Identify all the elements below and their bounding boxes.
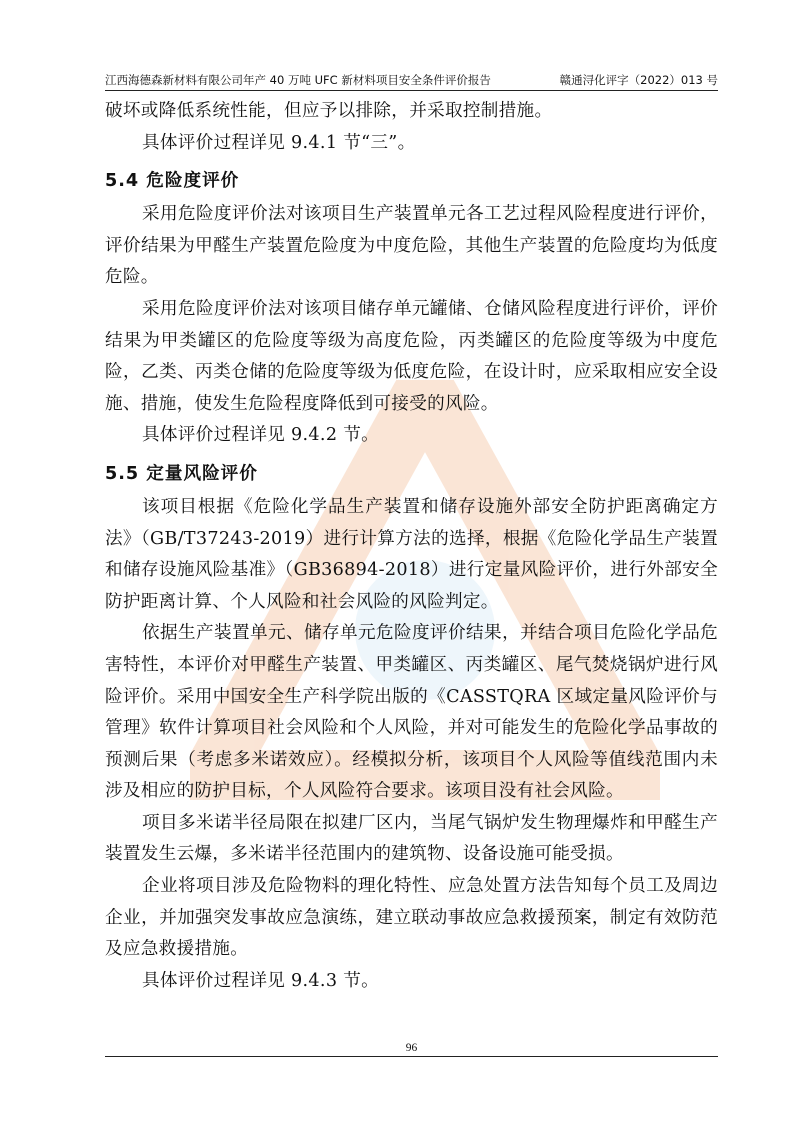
- paragraph-continuation: 破坏或降低系统性能，但应予以排除，并采取控制措施。: [105, 101, 553, 121]
- paragraph-risk-assessment: 依据生产装置单元、储存单元危险度评价结果，并结合项目危险化学品危害特性，本评价对甲醛生产装置、甲类罐区、丙类罐区、尾气焚烧锅炉进行风险评价。采用中国安全生产科学院出版的《CASSTQRA 区域定量风险评价与管理》软件计算项目社会风险和个人风险，并对可能发生的危险化学品事故的预测后果（考虑多米诺效应）。经模拟分析，该项目个人风险等值线范围内未涉及相应的防护目标，个人风险符合要求。该项目没有社会风险。: [105, 623, 718, 802]
- header-report-title: 江西海德森新材料有限公司年产 40 万吨 UFC 新材料项目安全条件评价报告: [105, 73, 491, 87]
- paragraph-production-risk: 采用危险度评价法对该项目生产装置单元各工艺过程风险程度进行评价，评价结果为甲醛生产装置危险度为中度危险，其他生产装置的危险度均为低度危险。: [105, 204, 718, 288]
- section-heading-5-4: 5.4 危险度评价: [105, 171, 240, 192]
- running-header: [105, 66, 718, 91]
- section-heading-5-5: 5.5 定量风险评价: [105, 463, 258, 484]
- paragraph-reference-941: 具体评价过程详见 9.4.1 节“三”。: [142, 132, 416, 153]
- header-report-number: 赣通浔化评字（2022）013 号: [559, 73, 718, 87]
- paragraph-reference-942: 具体评价过程详见 9.4.2 节。: [142, 425, 379, 446]
- paragraph-standards: 该项目根据《危险化学品生产装置和储存设施外部安全防护距离确定方法》（GB/T37243-2019）进行计算方法的选择，根据《危险化学品生产装置和储存设施风险基准》（GB36894-2018）进行定量风险评价，进行外部安全防护距离计算、个人风险和社会风险的风险判定。: [105, 496, 718, 612]
- document-body: [105, 96, 718, 997]
- paragraph-storage-risk: 采用危险度评价法对该项目储存单元罐储、仓储风险程度进行评价，评价结果为甲类罐区的危险度等级为高度危险，丙类罐区的危险度等级为中度危险，乙类、丙类仓储的危险度等级为低度危险，在设计时，应采取相应安全设施、措施，使发生危险程度降低到可接受的风险。: [105, 298, 718, 414]
- paragraph-emergency-measures: 企业将项目涉及危险物料的理化特性、应急处置方法告知每个员工及周边企业，并加强突发事故应急演练，建立联动事故应急救援预案，制定有效防范及应急救援措施。: [105, 876, 718, 960]
- paragraph-domino-radius: 项目多米诺半径局限在拟建厂区内，当尾气锅炉发生物理爆炸和甲醛生产装置发生云爆，多米诺半径范围内的建筑物、设备设施可能受损。: [105, 812, 718, 865]
- page-number: 96: [405, 1042, 418, 1054]
- paragraph-reference-943: 具体评价过程详见 9.4.3 节。: [142, 970, 379, 991]
- page-footer: [105, 1042, 718, 1057]
